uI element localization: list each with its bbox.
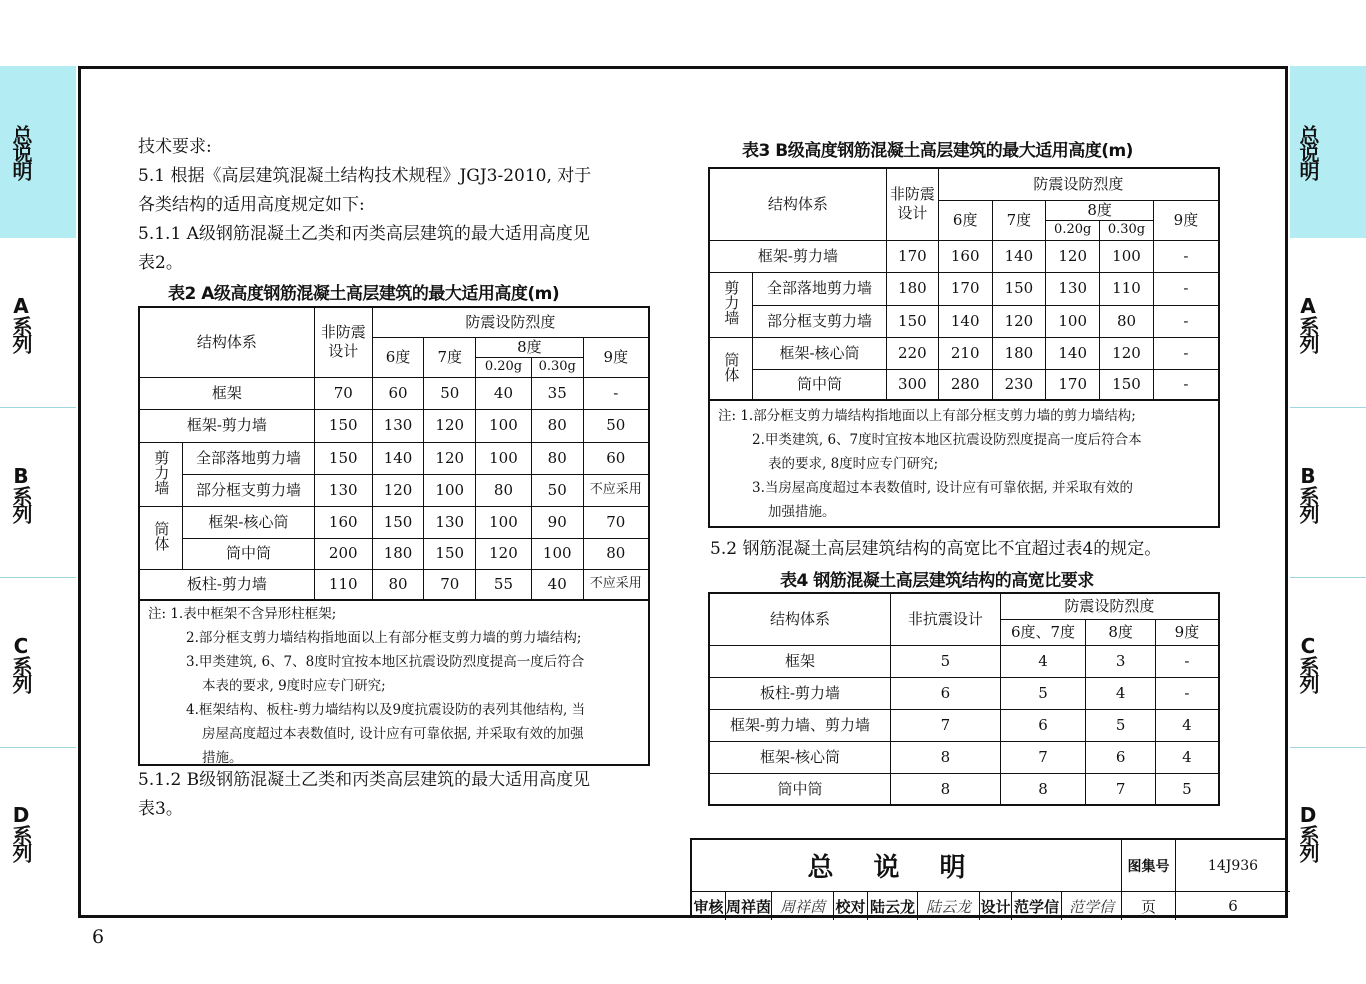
tab-series-c-right[interactable] [1290,578,1366,748]
atlas-number: 14J936 [1176,840,1290,892]
t3-r4-c5: 150 [1100,369,1154,400]
tab-general-label: 总说明 [9,125,33,179]
t2-r2-c0: 全部落地剪力墙 [183,442,315,474]
t3-r0-c1: 170 [886,240,938,272]
t3-r3-c1: 220 [886,337,938,369]
t2-note-4: 4.框架结构、板柱-剪力墙结构以及9度抗震设防的表列其他结构, 当 [186,702,586,718]
para-5-1-1-line2: 表2。 [138,253,183,273]
t3-r0-c6: - [1153,240,1219,272]
t4-r0-c0: 框架 [709,645,891,677]
t2-r5-c2: 180 [372,538,424,569]
t2-group-tube-text: 筒体 [152,520,171,551]
table3-notes [708,400,1220,528]
t4-r2-c2: 6 [1000,709,1086,741]
tab-series-d-right[interactable] [1290,748,1366,916]
t4-r3-c2: 7 [1000,741,1086,773]
t2-r6-c5: 40 [531,569,583,600]
t4-r4-c3: 7 [1086,773,1155,805]
t2-header-8b: 0.30g [531,357,583,377]
t2-note-5: 房屋高度超过本表数值时, 设计应有可靠依据, 并采取有效的加强 [202,726,584,742]
t4-r4-c1: 8 [891,773,1001,805]
t3-note-0: 注: 1.部分框支剪力墙结构指地面以上有部分框支剪力墙的剪力墙结构; [718,408,1136,424]
para-5-2: 5.2 钢筋混凝土高层建筑结构的高宽比不宜超过表4的规定。 [710,539,1162,559]
t2-r3-c4: 80 [476,474,532,506]
t2-r4-c0: 框架-核心筒 [183,506,315,538]
t3-r3-c5: 120 [1100,337,1154,369]
table3 [708,167,1220,401]
t3-r0-c2: 160 [938,240,992,272]
tab-general-right[interactable] [1290,66,1366,238]
t3-header-nonseismic-text: 非防震设计 [889,184,935,223]
t3-r1-c0: 全部落地剪力墙 [753,272,887,305]
t2-group-shear-text: 剪力墙 [152,449,171,495]
t3-header-6: 6度 [938,200,992,240]
t3-r0-c3: 140 [992,240,1046,272]
t3-header-8a: 0.20g [1046,220,1100,240]
t3-header-8: 8度 [1046,200,1154,220]
t2-r5-c5: 100 [531,538,583,569]
t2-header-6: 6度 [372,337,424,377]
t2-note-0: 注: 1.表中框架不含异形柱框架; [148,606,337,622]
t4-r3-c4: 4 [1155,741,1219,773]
tab-series-c-label: C系列 [9,633,33,692]
table-row [139,506,649,538]
t3-r2-c3: 120 [992,305,1046,337]
t4-r4-c2: 8 [1000,773,1086,805]
t3-header-9: 9度 [1153,200,1219,240]
t2-r0-c3: 50 [424,377,476,409]
right-series-tabs [1290,66,1366,916]
table-row [139,442,649,474]
t4-r2-c3: 5 [1086,709,1155,741]
tab-series-a-label: A系列 [9,293,33,352]
tab-general[interactable] [0,66,76,238]
t2-r2-c3: 120 [424,442,476,474]
t3-r2-c1: 150 [886,305,938,337]
t4-header-9: 9度 [1155,619,1219,645]
t2-r1-c5: 80 [531,409,583,442]
para-5-1-2-line1: 5.1.2 B级钢筋混凝土乙类和丙类高层建筑的最大适用高度见 [138,770,591,790]
title-block-page-number: 6 [1228,897,1238,915]
table4 [708,592,1220,806]
t2-r6-c0: 板柱-剪力墙 [139,569,314,600]
table-row [709,369,1219,400]
t3-r1-c1: 180 [886,272,938,305]
atlas-number-label: 图集号 [1122,840,1176,892]
t4-r2-c4: 4 [1155,709,1219,741]
t2-r6-c6: 不应采用 [583,569,649,600]
t3-r1-c6: - [1153,272,1219,305]
t2-header-9: 9度 [583,337,649,377]
table3-caption: 表3 B级高度钢筋混凝土高层建筑的最大适用高度(m) [742,141,1133,161]
para-5-1-line2: 各类结构的适用高度规定如下: [138,195,365,215]
t3-group-shear [709,272,753,337]
t2-r3-c0: 部分框支剪力墙 [183,474,315,506]
t4-header-system: 结构体系 [709,593,891,645]
t3-r3-c0: 框架-核心筒 [753,337,887,369]
t2-r1-c2: 130 [372,409,424,442]
t2-r0-c5: 35 [531,377,583,409]
t4-r1-c2: 5 [1000,677,1086,709]
t3-r4-c6: - [1153,369,1219,400]
t3-note-4: 加强措施。 [768,504,836,520]
tab-series-b-right[interactable] [1290,408,1366,578]
t3-r1-c2: 170 [938,272,992,305]
t3-header-system: 结构体系 [709,168,886,240]
t2-header-nonseismic-text: 非防震设计 [320,322,366,361]
t2-r0-c4: 40 [476,377,532,409]
table-row [709,337,1219,369]
t2-r6-c2: 80 [372,569,424,600]
table-row [709,741,1219,773]
t2-r1-c0: 框架-剪力墙 [139,409,314,442]
t2-r4-c6: 70 [583,506,649,538]
t2-r0-c2: 60 [372,377,424,409]
t2-header-nonseismic [314,307,372,377]
table-row [139,377,649,409]
table2-caption: 表2 A级高度钢筋混凝土高层建筑的最大适用高度(m) [168,284,560,304]
tab-series-b[interactable] [0,408,76,578]
design-label: 设计 [980,892,1012,920]
t2-r1-c6: 50 [583,409,649,442]
t4-r1-c0: 板柱-剪力墙 [709,677,891,709]
tab-series-d-right-label: D系列 [1296,803,1320,861]
t2-r3-c2: 120 [372,474,424,506]
t2-r1-c3: 120 [424,409,476,442]
t2-r1-c4: 100 [476,409,532,442]
t2-r4-c1: 160 [314,506,372,538]
designer-name: 范学信 [1012,892,1062,920]
t4-r2-c1: 7 [891,709,1001,741]
t2-r4-c3: 130 [424,506,476,538]
t3-note-2: 表的要求, 8度时应专门研究; [768,456,939,472]
t2-r0-c6: - [583,377,649,409]
t3-r4-c1: 300 [886,369,938,400]
reviewer-name: 周祥茵 [726,892,772,920]
t3-r4-c2: 280 [938,369,992,400]
t4-r4-c0: 筒中筒 [709,773,891,805]
t3-group-shear-text: 剪力墙 [722,280,741,326]
t4-r0-c2: 4 [1000,645,1086,677]
t3-r0-c5: 100 [1100,240,1154,272]
t2-r4-c2: 150 [372,506,424,538]
t2-note-6: 措施。 [202,750,243,766]
t3-header-8b: 0.30g [1100,220,1154,240]
checker-name: 陆云龙 [868,892,918,920]
tab-series-d[interactable] [0,748,76,916]
t2-r1-c1: 150 [314,409,372,442]
left-series-tabs [0,66,76,916]
tab-series-b-label: B系列 [9,463,33,522]
t3-r2-c2: 140 [938,305,992,337]
table-row [709,645,1219,677]
t3-r1-c5: 110 [1100,272,1154,305]
t3-r3-c2: 210 [938,337,992,369]
table-row [709,305,1219,337]
t3-r3-c3: 180 [992,337,1046,369]
para-5-1-2-line2: 表3。 [138,799,183,819]
t3-header-nonseismic [886,168,938,240]
t2-note-1: 2.部分框支剪力墙结构指地面以上有部分框支剪力墙的剪力墙结构; [186,630,582,646]
t3-r3-c4: 140 [1046,337,1100,369]
table4-caption: 表4 钢筋混凝土高层建筑结构的高宽比要求 [780,571,1094,591]
page-label: 页 [1122,892,1176,920]
table-row [139,538,649,569]
t3-r4-c3: 230 [992,369,1046,400]
t3-r3-c6: - [1153,337,1219,369]
t2-header-intensity: 防震设防烈度 [372,307,649,337]
t3-note-3: 3.当房屋高度超过本表数值时, 设计应有可靠依据, 并采取有效的 [752,480,1134,496]
t4-header-8: 8度 [1086,619,1155,645]
t2-header-system: 结构体系 [139,307,314,377]
para-5-1-1-line1: 5.1.1 A级钢筋混凝土乙类和丙类高层建筑的最大适用高度见 [138,224,590,244]
t4-r3-c0: 框架-核心筒 [709,741,891,773]
t2-r6-c4: 55 [476,569,532,600]
tab-series-d-label: D系列 [9,803,33,861]
t2-r5-c4: 120 [476,538,532,569]
t4-r0-c1: 5 [891,645,1001,677]
table-row [139,569,649,600]
tab-general-right-label: 总说明 [1296,125,1320,179]
page-number: 6 [92,926,105,948]
t4-header-nonseismic: 非抗震设计 [891,593,1001,645]
t3-r0-c4: 120 [1046,240,1100,272]
table-row [139,474,649,506]
t2-r3-c6: 不应采用 [583,474,649,506]
tab-series-a-right[interactable] [1290,238,1366,408]
t3-note-1: 2.甲类建筑, 6、7度时宜按本地区抗震设防烈度提高一度后符合本 [752,432,1142,448]
t2-r5-c3: 150 [424,538,476,569]
t4-r1-c1: 6 [891,677,1001,709]
t3-r2-c4: 100 [1046,305,1100,337]
table2-notes [138,598,650,766]
t4-r0-c4: - [1155,645,1219,677]
title-block [690,838,1288,918]
para-5-1-line1: 5.1 根据《高层建筑混凝土结构技术规程》JGJ3-2010, 对于 [138,166,592,186]
table-row [709,240,1219,272]
t3-group-tube [709,337,753,400]
t2-r2-c6: 60 [583,442,649,474]
table-row [709,272,1219,305]
t4-r1-c4: - [1155,677,1219,709]
t4-r1-c3: 4 [1086,677,1155,709]
t2-r4-c5: 90 [531,506,583,538]
t2-note-3: 本表的要求, 9度时应专门研究; [202,678,386,694]
t3-r4-c0: 筒中筒 [753,369,887,400]
t2-r4-c4: 100 [476,506,532,538]
t2-r2-c5: 80 [531,442,583,474]
reviewer-signature: 周祥茵 [772,892,834,920]
t3-r1-c3: 150 [992,272,1046,305]
t2-group-tube [139,506,183,569]
t2-r3-c5: 50 [531,474,583,506]
t4-r2-c0: 框架-剪力墙、剪力墙 [709,709,891,741]
t4-r3-c3: 6 [1086,741,1155,773]
t4-header-67: 6度、7度 [1000,619,1086,645]
t3-header-7: 7度 [992,200,1046,240]
t3-r2-c6: - [1153,305,1219,337]
t4-r4-c4: 5 [1155,773,1219,805]
tech-requirements-heading: 技术要求: [138,137,212,157]
tab-series-c-right-label: C系列 [1296,633,1320,692]
t2-header-7: 7度 [424,337,476,377]
t3-r2-c0: 部分框支剪力墙 [753,305,887,337]
t4-r3-c1: 8 [891,741,1001,773]
table-row [709,773,1219,805]
t3-r2-c5: 80 [1100,305,1154,337]
t2-r6-c1: 110 [314,569,372,600]
t3-group-tube-text: 筒体 [722,351,741,382]
t2-r3-c1: 130 [314,474,372,506]
t2-header-8: 8度 [476,337,584,357]
t2-r0-c1: 70 [314,377,372,409]
check-label: 校对 [834,892,868,920]
t2-group-shear [139,442,183,506]
t2-r3-c3: 100 [424,474,476,506]
review-label: 审核 [692,892,726,920]
t2-r5-c0: 筒中筒 [183,538,315,569]
checker-signature: 陆云龙 [918,892,980,920]
t3-r0-c0: 框架-剪力墙 [709,240,886,272]
tab-series-a-right-label: A系列 [1296,293,1320,352]
tab-series-a[interactable] [0,238,76,408]
t2-r5-c1: 200 [314,538,372,569]
table-row [139,409,649,442]
t2-r0-c0: 框架 [139,377,314,409]
tab-series-c[interactable] [0,578,76,748]
t4-header-intensity: 防震设防烈度 [1000,593,1219,619]
table2 [138,306,650,601]
table-row [709,709,1219,741]
t3-header-intensity: 防震设防烈度 [938,168,1219,200]
t3-r1-c4: 130 [1046,272,1100,305]
t2-r6-c3: 70 [424,569,476,600]
t2-r2-c2: 140 [372,442,424,474]
t3-r4-c4: 170 [1046,369,1100,400]
table-row [709,677,1219,709]
t2-header-8a: 0.20g [476,357,532,377]
t2-note-2: 3.甲类建筑, 6、7、8度时宜按本地区抗震设防烈度提高一度后符合 [186,654,585,670]
t2-r2-c1: 150 [314,442,372,474]
designer-signature: 范学信 [1062,892,1122,920]
t2-r2-c4: 100 [476,442,532,474]
title-block-title: 总说明 [692,840,1122,892]
t4-r0-c3: 3 [1086,645,1155,677]
tab-series-b-right-label: B系列 [1296,463,1320,522]
t2-r5-c6: 80 [583,538,649,569]
